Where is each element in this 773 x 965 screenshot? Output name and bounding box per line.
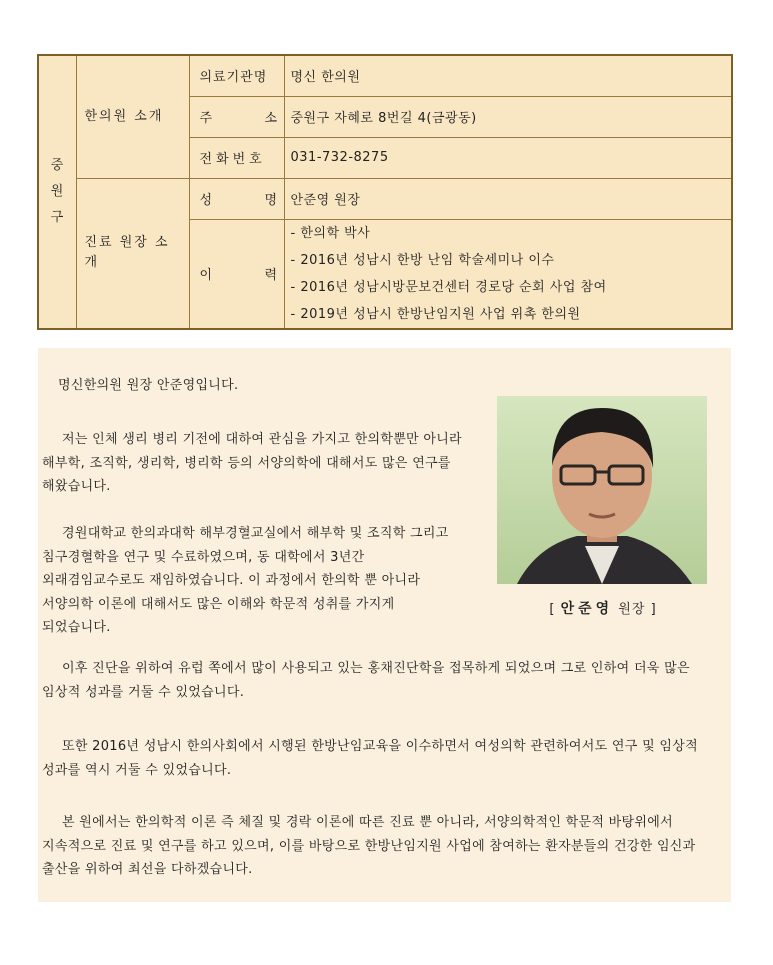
clinic-info-table <box>37 54 733 330</box>
address-value: 중원구 자혜로 8번길 4(금광동) <box>284 96 732 137</box>
history-label: 이 력 <box>189 219 284 329</box>
director-name-value: 안준영 원장 <box>284 178 732 219</box>
director-photo <box>497 396 707 584</box>
address-label: 주 소 <box>189 96 284 137</box>
region-label: 중 원 구 <box>38 55 76 329</box>
clinic-name-label: 의료기관명 <box>189 55 284 96</box>
intro-greeting: 명신한의원 원장 안준영입니다. <box>58 378 239 393</box>
history-list <box>291 220 726 328</box>
caption-name: 안준영 <box>560 601 614 617</box>
history-item: - 2016년 성남시방문보건센터 경로당 순회 사업 참여 <box>290 279 607 295</box>
history-item: - 한의학 박사 <box>290 225 371 241</box>
director-intro-panel <box>38 348 731 902</box>
intro-paragraph-2: 경원대학교 한의과대학 해부경혈교실에서 해부학 및 조직학 그리고 침구경혈학을 연구 및 수료하였으며, 동 대학에서 3년간 외래겸임교수로도 재임하였습니다. 이 과정에서 한의학 뿐 아니라 서양의학 이론에 대해서도 많은 이해와 학문적 성취를 가지게 되었습니다. <box>42 526 449 635</box>
history-item: - 2016년 성남시 한방 난임 학술세미나 이수 <box>290 252 555 268</box>
history-list-cell <box>284 219 732 329</box>
director-section-label: 진료 원장 소개 <box>76 178 189 329</box>
history-item: - 2019년 성남시 한방난임지원 사업 위촉 한의원 <box>290 306 581 322</box>
intro-paragraph-5: 본 원에서는 한의학적 이론 즉 체질 및 경락 이론에 따른 진료 뿐 아니라, 서양의학적인 학문적 바탕위에서 지속적으로 진료 및 연구를 하고 있으며, 이를 바탕으로 한방난임지원 사업에 참여하는 환자분들의 건강한 임신과 출산을 위하여 최선을 다하겠습니다. <box>42 815 696 877</box>
clinic-name-value: 명신 한의원 <box>284 55 732 96</box>
caption-title: 원장 <box>618 602 646 617</box>
phone-label: 전화번호 <box>189 137 284 178</box>
intro-paragraph-1: 저는 인체 생리 병리 기전에 대하여 관심을 가지고 한의학뿐만 아니라 해부학, 조직학, 생리학, 병리학 등의 서양의학에 대해서도 많은 연구를 해왔습니다. <box>42 432 462 494</box>
intro-paragraph-4: 또한 2016년 성남시 한의사회에서 시행된 한방난임교육을 이수하면서 여성의학 관련하여서도 연구 및 임상적 성과를 역시 거둘 수 있었습니다. <box>42 739 698 778</box>
director-name-label: 성 명 <box>189 178 284 219</box>
phone-value: 031-732-8275 <box>284 137 732 178</box>
intro-paragraph-3: 이후 진단을 위하여 유럽 쪽에서 많이 사용되고 있는 홍채진단학을 접목하게 되었으며 그로 인하여 더욱 많은 임상적 성과를 거둘 수 있었습니다. <box>42 661 690 700</box>
clinic-section-label: 한의원 소개 <box>76 55 189 178</box>
photo-caption: [ 안준영 원장 ] <box>549 601 657 617</box>
